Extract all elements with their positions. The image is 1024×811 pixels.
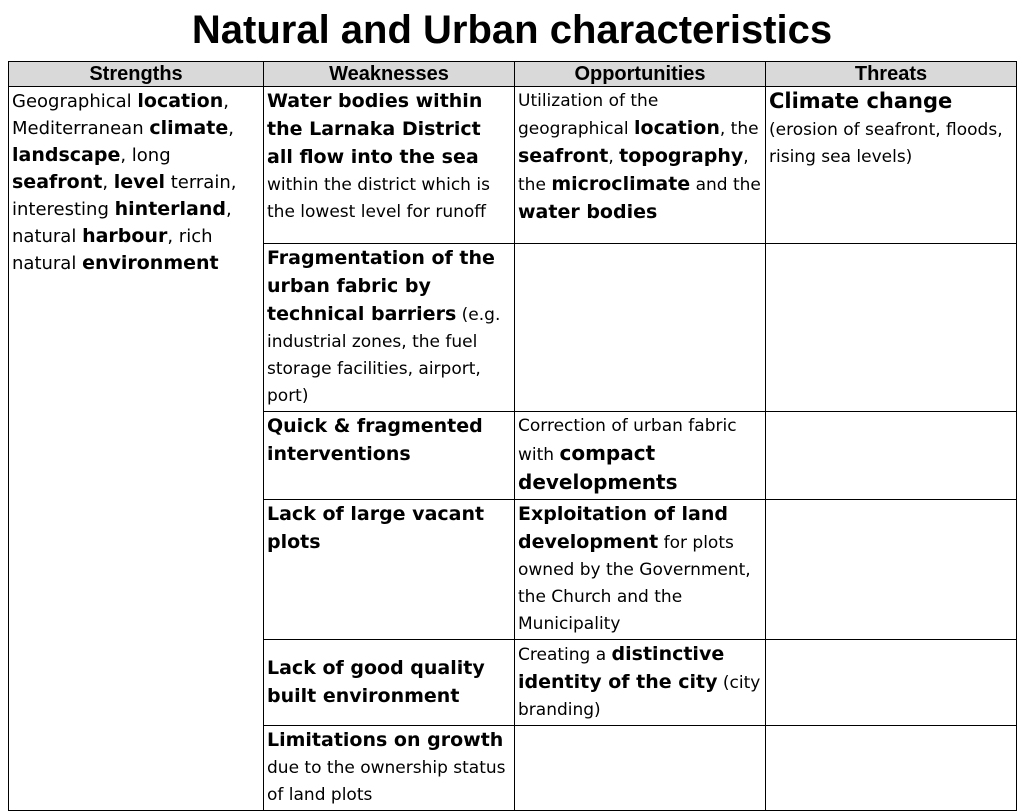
strengths-text: , <box>228 118 234 139</box>
weakness-text: within the district which is the lowest level for runoff <box>267 175 490 222</box>
strengths-text: , natural <box>12 199 232 247</box>
opportunity-text: Correction of urban fabric with <box>518 416 737 465</box>
weakness-bold-text: Water bodies within the Larnaka District all flow into the sea <box>267 90 483 168</box>
threat-cell <box>766 87 1017 244</box>
opportunity-text: , the <box>719 119 759 139</box>
threat-cell <box>766 244 1017 412</box>
strengths-text: climate <box>149 117 229 139</box>
strengths-text: seafront <box>12 171 103 193</box>
threat-cell <box>766 412 1017 500</box>
opportunity-cell <box>515 412 766 500</box>
opportunity-text: seafront <box>518 145 609 167</box>
opportunity-bold-text: compact developments <box>518 441 678 494</box>
opportunity-text: , the <box>518 147 749 195</box>
weakness-bold-text: Lack of good quality built environment <box>267 656 485 707</box>
weakness-bold-text: Limitations on growth <box>267 729 504 751</box>
strengths-text: landscape <box>12 144 121 166</box>
strengths-text: , Mediterranean <box>12 91 229 139</box>
opportunity-cell <box>515 640 766 726</box>
opportunity-text: location <box>634 117 720 139</box>
strengths-text: hinterland <box>114 198 226 220</box>
weakness-cell <box>264 244 515 412</box>
weakness-text: (e.g. industrial zones, the fuel storage facilities, airport, port) <box>267 305 501 406</box>
strengths-text: harbour <box>82 225 168 247</box>
opportunity-text: (city branding) <box>518 673 761 720</box>
strengths-text: , long <box>120 145 171 166</box>
opportunity-text: Creating a <box>518 645 612 665</box>
opportunity-text: water bodies <box>518 201 658 223</box>
weakness-cell <box>264 640 515 726</box>
weakness-text: due to the ownership status of land plots <box>267 758 506 805</box>
header-strengths: Strengths <box>9 62 264 87</box>
weakness-bold-text: Quick & fragmented interventions <box>267 415 483 465</box>
header-opportunities: Opportunities <box>515 62 766 87</box>
opportunity-text: microclimate <box>551 173 691 195</box>
threat-bold-text: Climate change <box>769 89 953 113</box>
strengths-text: Geographical <box>12 91 138 112</box>
opportunity-text: Utilization of the geographical <box>518 91 659 139</box>
opportunity-text: and the <box>690 175 761 195</box>
swot-table <box>8 61 1017 811</box>
header-weaknesses: Weaknesses <box>264 62 515 87</box>
opportunity-cell <box>515 726 766 811</box>
opportunity-cell <box>515 244 766 412</box>
threat-cell <box>766 500 1017 640</box>
weakness-cell <box>264 726 515 811</box>
header-row <box>9 62 1017 87</box>
table-row <box>9 87 1017 244</box>
strengths-text: , rich natural <box>12 226 213 274</box>
opportunity-cell <box>515 87 766 244</box>
header-threats: Threats <box>766 62 1017 87</box>
strengths-text: , <box>102 172 114 193</box>
strengths-text: location <box>137 90 224 112</box>
weakness-cell <box>264 412 515 500</box>
opportunity-bold-text: Exploitation of land development <box>518 503 729 553</box>
strengths-cell <box>9 87 264 811</box>
threat-cell <box>766 640 1017 726</box>
page-title: Natural and Urban characteristics <box>191 8 833 52</box>
opportunity-text: topography <box>619 145 744 167</box>
opportunity-cell <box>515 500 766 640</box>
strengths-text: environment <box>82 252 219 274</box>
strengths-text: terrain, interesting <box>12 172 237 220</box>
weakness-bold-text: Fragmentation of the urban fabric by technical barriers <box>267 247 495 325</box>
weakness-cell <box>264 500 515 640</box>
weakness-cell <box>264 87 515 244</box>
strengths-text: level <box>113 171 165 193</box>
threat-text: (erosion of seafront, floods, rising sea levels) <box>769 120 1003 167</box>
weakness-bold-text: Lack of large vacant plots <box>267 503 485 553</box>
opportunity-bold-text: distinctive identity of the city <box>518 643 725 693</box>
opportunity-text: , <box>608 147 620 167</box>
opportunity-text: for plots owned by the Government, the Church and the Municipality <box>518 533 751 634</box>
threat-cell <box>766 726 1017 811</box>
